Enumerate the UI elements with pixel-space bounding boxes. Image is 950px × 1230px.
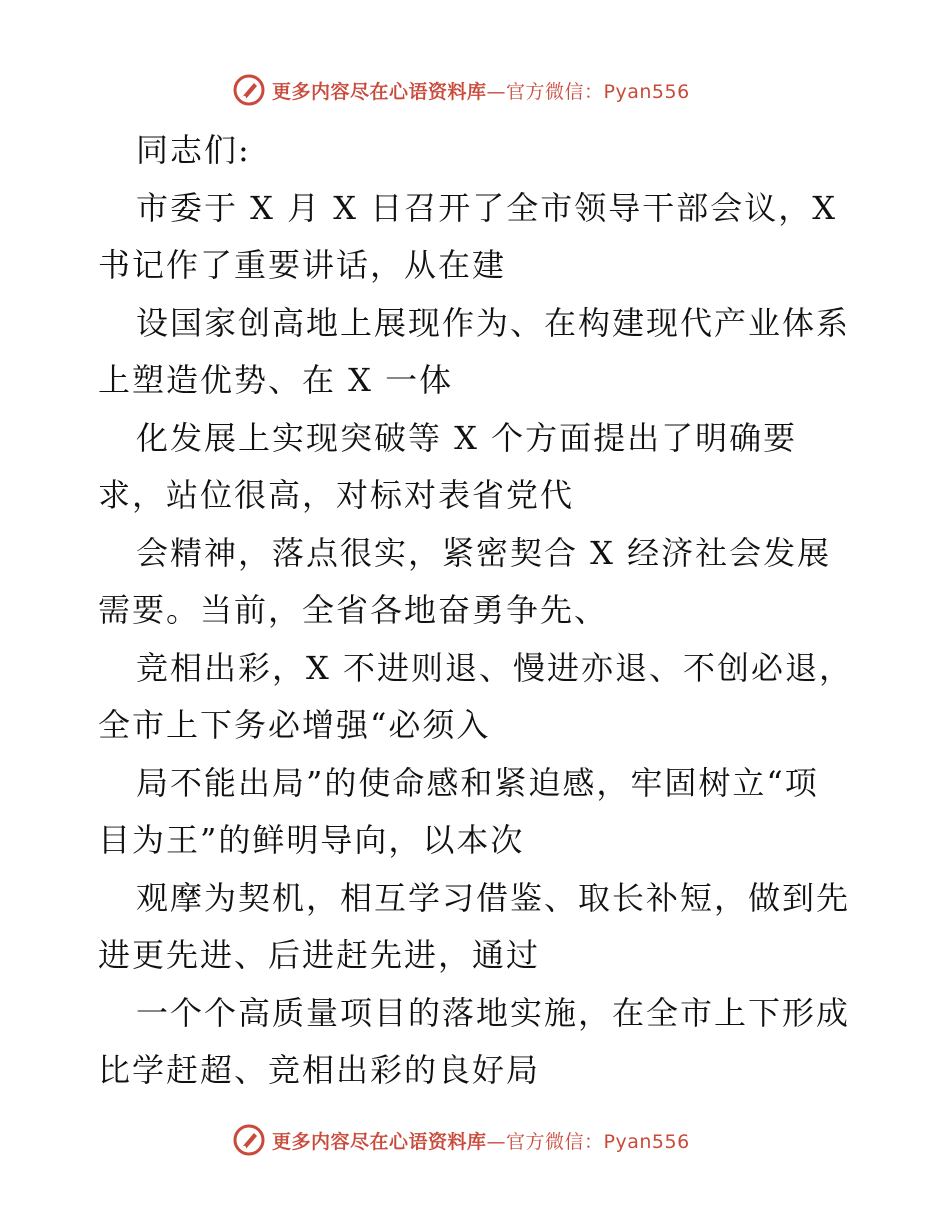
pen-logo-icon: [232, 73, 266, 107]
watermark-wechat: —官方微信：Pyan556: [486, 80, 690, 103]
text-line: 目为王”的鲜明导向，以本次: [98, 821, 525, 859]
text-line: 竞相出彩，X 不进则退、慢进亦退、不创必退，: [136, 648, 853, 687]
document-body: [98, 122, 858, 1100]
watermark-text: 更多内容尽在心语资料库: [272, 1130, 487, 1153]
text-line: 求，站位很高，对标对表省党代: [98, 476, 575, 514]
text-line: 上塑造优势、在 X 一体: [98, 361, 454, 399]
text-line: 观摩为契机，相互学习借鉴、取长补短，做到先: [136, 878, 851, 917]
text-line: 化发展上实现突破等 X 个方面提出了明确要: [136, 418, 798, 457]
text-line: 同志们:: [136, 131, 251, 169]
text-line: 设国家创高地上展现作为、在构建现代产业体系: [136, 303, 851, 342]
watermark-wechat: —官方微信：Pyan556: [486, 1130, 690, 1153]
footer-watermark: [232, 1122, 690, 1158]
header-watermark: [232, 72, 690, 108]
text-line: 局不能出局”的使命感和紧迫感，牢固树立“项: [136, 763, 819, 802]
pen-logo-icon: [232, 1123, 266, 1157]
text-line: 市委于 X 月 X 日召开了全市领导干部会议，X: [136, 188, 838, 227]
text-line: 一个个高质量项目的落地实施，在全市上下形成: [136, 993, 851, 1032]
text-line: 需要。当前，全省各地奋勇争先、: [98, 591, 609, 629]
text-line: 进更先进、后进赶先进，通过: [98, 936, 541, 974]
watermark-text: 更多内容尽在心语资料库: [272, 80, 487, 103]
text-line: 全市上下务必增强“必须入: [98, 706, 491, 744]
text-line: 会精神，落点很实，紧密契合 X 经济社会发展: [136, 533, 832, 572]
text-line: 书记作了重要讲话，从在建: [98, 246, 507, 284]
text-line: 比学赶超、竞相出彩的良好局: [98, 1051, 541, 1089]
